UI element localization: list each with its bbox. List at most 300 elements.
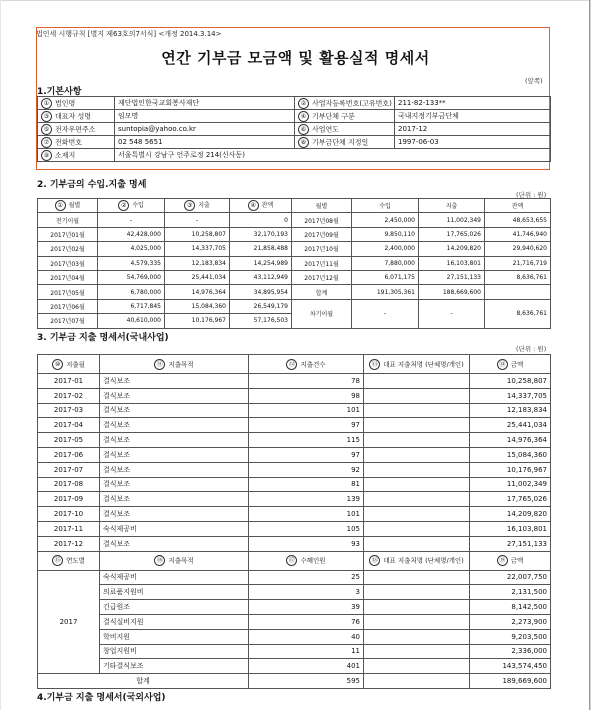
- basic-label: [38, 123, 115, 136]
- item-number-icon: ⑪: [154, 359, 165, 370]
- income-amount: [98, 242, 165, 256]
- spend-purpose-text: 결식보조: [103, 510, 131, 519]
- domestic-year-row: [38, 570, 551, 585]
- year-beneficiaries-text: 11: [351, 647, 360, 656]
- spend-month: [38, 447, 100, 462]
- page-top-border: [0, 0, 591, 1]
- year-amount-text: 143,574,450: [502, 662, 547, 671]
- balance-amount: [230, 213, 292, 227]
- income-header: [38, 199, 98, 213]
- expense-amount: [165, 270, 230, 284]
- year-amount-text: 8,142,500: [511, 603, 547, 612]
- spend-count: [249, 462, 364, 477]
- balance-amount-text: 8,636,761: [516, 274, 547, 282]
- basic-value: [115, 110, 295, 123]
- expense-amount-text: 14,337,705: [191, 245, 226, 253]
- income-row: [38, 299, 551, 313]
- income-month-text: 2017년04월: [50, 275, 85, 283]
- domestic-month-row: [38, 403, 551, 418]
- income-table: [37, 198, 551, 329]
- year-beneficiaries: [249, 585, 364, 600]
- item-number-icon: ⑬: [369, 359, 380, 370]
- spend-recipient: [364, 492, 470, 507]
- spend-amount: [470, 388, 551, 403]
- income-header-text: 수입: [379, 203, 391, 211]
- year-recipient: [364, 629, 470, 644]
- spend-count: [249, 507, 364, 522]
- income-amount: [352, 270, 419, 284]
- expense-amount: [165, 299, 230, 313]
- expense-amount-text: 25,441,034: [191, 274, 226, 282]
- spend-amount-text: 10,258,807: [506, 376, 547, 385]
- balance-amount: [230, 256, 292, 270]
- spend-count-text: 81: [351, 480, 360, 489]
- spend-month: [38, 507, 100, 522]
- spend-recipient: [364, 521, 470, 536]
- income-month: [292, 270, 352, 284]
- year-beneficiaries-text: 40: [351, 632, 360, 641]
- balance-amount: [485, 227, 551, 241]
- expense-amount: [419, 213, 485, 227]
- year-purpose-text: 창업지원비: [103, 647, 137, 656]
- address-value: [115, 149, 551, 162]
- spend-purpose: [100, 447, 249, 462]
- document-title: 연간 기부금 모금액 및 활용실적 명세서: [161, 49, 430, 67]
- spend-month-text: 2017-03: [53, 406, 84, 415]
- year-amount: [470, 629, 551, 644]
- year-amount: [470, 585, 551, 600]
- domestic-year-row: [38, 614, 551, 629]
- expense-amount: [419, 256, 485, 270]
- spend-month-text: 2017-09: [53, 495, 84, 504]
- spend-count: [249, 388, 364, 403]
- expense-amount-text: 11,002,349: [446, 216, 481, 224]
- domestic-year-row: [38, 629, 551, 644]
- year-purpose: [100, 570, 249, 585]
- spend-recipient: [364, 462, 470, 477]
- domestic-year-row: [38, 659, 551, 674]
- domestic-header: [100, 355, 249, 374]
- income-amount-text: 2,400,000: [384, 245, 415, 253]
- year-amount: [470, 614, 551, 629]
- spend-amount: [470, 536, 551, 551]
- income-header-text: 잔액: [511, 203, 524, 211]
- year-beneficiaries: [249, 600, 364, 615]
- balance-amount-text: 21,716,719: [512, 259, 547, 267]
- spend-purpose: [100, 388, 249, 403]
- domestic-header-row: [38, 355, 551, 374]
- spend-count-text: 139: [346, 495, 360, 504]
- spend-purpose-text: 결식보조: [103, 539, 131, 548]
- income-header-text: 수입: [132, 202, 144, 210]
- spend-purpose: [100, 507, 249, 522]
- spend-month-text: 2017-07: [53, 465, 84, 474]
- spend-purpose-text: 결식보조: [103, 406, 131, 415]
- income-month-text: 2017년12월: [304, 275, 339, 283]
- spend-purpose-text: 결식보조: [103, 450, 131, 459]
- domestic-header2-text: 수혜인원: [300, 556, 326, 565]
- item-number-icon: ④: [298, 111, 309, 122]
- basic-value-text: 임모명: [118, 112, 139, 120]
- year-purpose: [100, 600, 249, 615]
- income-amount: [98, 227, 165, 241]
- income-month-text: 2017년01월: [50, 231, 85, 239]
- balance-amount: [230, 299, 292, 313]
- income-amount-text: 6,780,000: [130, 288, 161, 296]
- domestic-header-text: 지출월: [66, 360, 85, 368]
- item-number-icon: ⑥: [298, 124, 309, 135]
- spend-year-text: 2017: [59, 617, 78, 626]
- domestic-header: [38, 355, 100, 374]
- spend-month: [38, 388, 100, 403]
- spend-month-text: 2017-12: [53, 539, 84, 548]
- expense-amount-text: 10,258,807: [191, 230, 226, 238]
- basic-value: [395, 136, 551, 149]
- spend-recipient: [364, 374, 470, 389]
- balance-amount: [485, 256, 551, 270]
- carry-next-balance-text: 8,636,761: [516, 310, 547, 318]
- spend-amount-text: 11,002,349: [506, 480, 547, 489]
- basic-value-text: 2017-12: [398, 125, 428, 133]
- item-number-icon: ⑯: [154, 555, 165, 566]
- address-label-text: 소재지: [55, 151, 76, 159]
- balance-amount-text: 26,549,179: [253, 302, 288, 310]
- year-amount-text: 22,007,750: [506, 573, 547, 582]
- domestic-header2: [100, 551, 249, 570]
- expense-amount-text: 10,176,967: [191, 317, 226, 325]
- income-amount-text: 42,428,000: [126, 230, 161, 238]
- income-header: [292, 199, 352, 213]
- total-amount: [470, 674, 551, 689]
- domestic-year-row: [38, 600, 551, 615]
- basic-value: [115, 136, 295, 149]
- year-purpose: [100, 585, 249, 600]
- year-recipient: [364, 585, 470, 600]
- expense-amount: [419, 227, 485, 241]
- year-beneficiaries: [249, 659, 364, 674]
- income-amount: [98, 299, 165, 313]
- year-recipient: [364, 570, 470, 585]
- spend-month: [38, 536, 100, 551]
- year-recipient: [364, 600, 470, 615]
- expense-amount-text: 16,103,801: [446, 259, 481, 267]
- basic-label-text: 사업연도: [312, 125, 340, 133]
- spend-count: [249, 536, 364, 551]
- domestic-header-text: 금액: [510, 360, 524, 368]
- spend-purpose-text: 결식보조: [103, 421, 131, 430]
- income-amount-text: -: [129, 216, 133, 224]
- domestic-header-text: 지출건수: [300, 360, 326, 368]
- carry-next-income-text: -: [383, 310, 387, 318]
- basic-value: [395, 97, 551, 110]
- year-beneficiaries-text: 25: [351, 573, 360, 582]
- domestic-month-row: [38, 507, 551, 522]
- spend-amount-text: 25,441,034: [506, 421, 547, 430]
- income-header: [352, 199, 419, 213]
- spend-count-text: 98: [351, 391, 360, 400]
- income-header: [485, 199, 551, 213]
- balance-amount: [230, 227, 292, 241]
- basic-info-table: [37, 96, 551, 162]
- basic-info-row: [38, 123, 551, 136]
- spend-amount: [470, 477, 551, 492]
- balance-amount-text: 43,112,949: [253, 274, 288, 282]
- year-purpose-text: 결식실비지원: [103, 617, 144, 626]
- domestic-header2: [364, 551, 470, 570]
- domestic-month-row: [38, 536, 551, 551]
- income-header-text: 지출: [445, 203, 458, 211]
- total-label: [38, 674, 249, 689]
- spend-month: [38, 374, 100, 389]
- expense-amount: [165, 256, 230, 270]
- item-number-icon: ⑮: [52, 555, 63, 566]
- basic-value-text: 국내지정기부금단체: [398, 112, 459, 120]
- spend-count-text: 93: [351, 539, 360, 548]
- spend-amount-text: 16,103,801: [506, 524, 547, 533]
- spend-month-text: 2017-08: [53, 480, 84, 489]
- item-number-icon: ⑲: [497, 555, 508, 566]
- spend-count: [249, 447, 364, 462]
- domestic-year-row: [38, 585, 551, 600]
- spend-amount-text: 10,176,967: [506, 465, 547, 474]
- year-purpose-text: 학비지원: [103, 632, 131, 641]
- basic-label-text: 법인명: [55, 99, 76, 107]
- expense-amount: [419, 242, 485, 256]
- income-amount-text: 2,450,000: [384, 216, 415, 224]
- item-number-icon: ②: [118, 200, 129, 211]
- spend-amount-text: 15,084,360: [506, 450, 547, 459]
- spend-recipient: [364, 477, 470, 492]
- basic-info-row: [38, 110, 551, 123]
- balance-amount-text: 57,176,503: [253, 317, 288, 325]
- spend-purpose-text: 결식보조: [103, 391, 131, 400]
- spend-recipient: [364, 507, 470, 522]
- spend-month: [38, 521, 100, 536]
- year-beneficiaries: [249, 570, 364, 585]
- year-purpose-text: 긴급원조: [103, 603, 131, 612]
- balance-amount: [485, 270, 551, 284]
- spend-recipient: [364, 433, 470, 448]
- income-month-text: 2017년07월: [50, 318, 85, 326]
- spend-amount: [470, 447, 551, 462]
- income-month: [38, 256, 98, 270]
- spend-year: [38, 570, 100, 674]
- spend-month-text: 2017-06: [53, 450, 84, 459]
- balance-amount-text: 41,746,940: [512, 230, 547, 238]
- year-recipient: [364, 644, 470, 659]
- year-amount: [470, 644, 551, 659]
- income-month-text: 전기이월: [55, 217, 80, 225]
- spend-amount-text: 27,151,133: [506, 539, 547, 548]
- spend-count: [249, 477, 364, 492]
- page-left-border: [0, 0, 1, 710]
- spend-amount-text: 14,976,364: [506, 436, 547, 445]
- address-label: [38, 149, 115, 162]
- income-month-text: 합계: [315, 289, 328, 297]
- domestic-month-row: [38, 447, 551, 462]
- year-amount-text: 2,336,000: [511, 647, 547, 656]
- basic-label-text: 사업자등록번호(고유번호): [312, 99, 392, 107]
- spend-purpose: [100, 521, 249, 536]
- item-number-icon: ⑫: [286, 359, 297, 370]
- spend-purpose-text: 결식보조: [103, 495, 131, 504]
- domestic-month-row: [38, 477, 551, 492]
- income-amount: [98, 270, 165, 284]
- carry-next-month-text: 차기이월: [309, 311, 334, 319]
- expense-amount: [165, 213, 230, 227]
- domestic-unit: (단위 : 원): [516, 345, 547, 353]
- spend-recipient: [364, 403, 470, 418]
- expense-amount: [165, 285, 230, 299]
- expense-amount-text: 188,669,600: [442, 288, 481, 296]
- income-row: [38, 242, 551, 256]
- income-amount-text: 191,305,361: [376, 288, 415, 296]
- spend-amount-text: 12,183,834: [506, 406, 547, 415]
- income-unit: (단위 : 원): [516, 191, 547, 199]
- spend-recipient: [364, 536, 470, 551]
- income-month: [292, 285, 352, 299]
- item-number-icon: ⑭: [497, 359, 508, 370]
- spend-purpose-text: 결식보조: [103, 436, 131, 445]
- spend-count: [249, 403, 364, 418]
- domestic-header2: [470, 551, 551, 570]
- expense-amount: [165, 227, 230, 241]
- basic-value: [115, 123, 295, 136]
- basic-label-text: 대표자 성명: [55, 112, 92, 120]
- income-month-text: 2017년08월: [304, 217, 339, 225]
- item-number-icon: ①: [55, 200, 66, 211]
- spend-purpose-text: 결식보조: [103, 465, 131, 474]
- spend-count: [249, 492, 364, 507]
- basic-label-text: 전자우편주소: [55, 125, 96, 133]
- carry-next-expense-text: -: [450, 310, 453, 318]
- domestic-total-row: [38, 674, 551, 689]
- basic-label: [295, 97, 395, 110]
- income-month: [38, 270, 98, 284]
- income-month: [292, 242, 352, 256]
- spend-month: [38, 462, 100, 477]
- spend-month-text: 2017-04: [53, 421, 84, 430]
- income-month-text: 2017년03월: [50, 260, 85, 268]
- income-amount: [352, 242, 419, 256]
- spend-month-text: 2017-01: [53, 376, 84, 385]
- expense-amount-text: 27,151,133: [446, 274, 481, 282]
- spend-amount-text: 14,209,820: [506, 510, 547, 519]
- year-purpose: [100, 644, 249, 659]
- income-header-row: [38, 199, 551, 213]
- carry-next-month: [292, 299, 352, 328]
- spend-month-text: 2017-05: [53, 436, 84, 445]
- balance-amount: [485, 213, 551, 227]
- spend-count-text: 101: [346, 406, 360, 415]
- income-amount: [352, 213, 419, 227]
- page-side-note: (앞쪽): [525, 77, 543, 85]
- spend-purpose: [100, 477, 249, 492]
- income-header: [419, 199, 485, 213]
- domestic-month-row: [38, 433, 551, 448]
- domestic-header2: [38, 551, 100, 570]
- balance-amount: [485, 242, 551, 256]
- spend-count-text: 101: [346, 510, 360, 519]
- year-amount: [470, 659, 551, 674]
- year-purpose-text: 의료품지원비: [103, 588, 144, 597]
- spend-count-text: 105: [346, 524, 360, 533]
- total-count: [249, 674, 364, 689]
- year-amount-text: 2,273,900: [511, 617, 547, 626]
- year-purpose-text: 기타결식보조: [103, 662, 144, 671]
- basic-value: [395, 110, 551, 123]
- year-beneficiaries: [249, 614, 364, 629]
- item-number-icon: ⑤: [41, 124, 52, 135]
- year-beneficiaries: [249, 629, 364, 644]
- domestic-table: [37, 354, 551, 689]
- basic-label: [38, 110, 115, 123]
- domestic-header2-row: [38, 551, 551, 570]
- spend-count-text: 97: [351, 450, 360, 459]
- expense-amount-text: 17,765,026: [446, 230, 481, 238]
- section-basic-title: 1.기본사항: [37, 87, 82, 97]
- balance-amount-text: 34,895,954: [253, 288, 288, 296]
- expense-amount-text: -: [195, 216, 199, 224]
- year-purpose-text: 숙식제공비: [103, 573, 137, 582]
- basic-info-row: [38, 97, 551, 110]
- expense-amount-text: 15,084,360: [191, 302, 226, 310]
- income-amount: [352, 227, 419, 241]
- spend-month-text: 2017-11: [53, 524, 84, 533]
- domestic-header-text: 지출목적: [168, 360, 194, 368]
- basic-label-text: 전화번호: [55, 138, 83, 146]
- spend-month-text: 2017-10: [53, 510, 84, 519]
- expense-amount: [165, 314, 230, 328]
- item-number-icon: ⑦: [41, 137, 52, 148]
- income-amount-text: 9,850,110: [384, 230, 415, 238]
- income-amount: [98, 314, 165, 328]
- item-number-icon: ④: [248, 200, 259, 211]
- income-month: [38, 227, 98, 241]
- income-month: [38, 213, 98, 227]
- income-amount: [98, 256, 165, 270]
- balance-amount: [230, 285, 292, 299]
- balance-amount: [230, 270, 292, 284]
- carry-next-income: [352, 299, 419, 328]
- income-amount-text: 40,610,000: [126, 317, 161, 325]
- expense-amount-text: 12,183,834: [191, 259, 226, 267]
- item-number-icon: ②: [298, 98, 309, 109]
- basic-label: [295, 136, 395, 149]
- total-amount-text: 189,669,600: [502, 677, 547, 686]
- spend-amount: [470, 403, 551, 418]
- balance-amount: [230, 314, 292, 328]
- balance-amount-text: 29,940,620: [512, 245, 547, 253]
- income-amount: [98, 213, 165, 227]
- basic-label: [295, 110, 395, 123]
- domestic-month-row: [38, 388, 551, 403]
- spend-purpose: [100, 418, 249, 433]
- basic-value: [115, 97, 295, 110]
- spend-amount: [470, 418, 551, 433]
- spend-amount: [470, 374, 551, 389]
- basic-label-text: 기부단체 구분: [312, 112, 355, 120]
- year-beneficiaries-text: 401: [346, 662, 360, 671]
- spend-month: [38, 477, 100, 492]
- total-label-text: 합계: [136, 677, 150, 686]
- domestic-header2-text: 연도별: [66, 556, 85, 565]
- income-month: [38, 285, 98, 299]
- spend-purpose-text: 결식보조: [103, 480, 131, 489]
- spend-purpose: [100, 462, 249, 477]
- legal-reference: 법인세 시행규칙 [별지 제63호의7서식] <개정 2014.3.14>: [36, 30, 222, 38]
- year-amount: [470, 600, 551, 615]
